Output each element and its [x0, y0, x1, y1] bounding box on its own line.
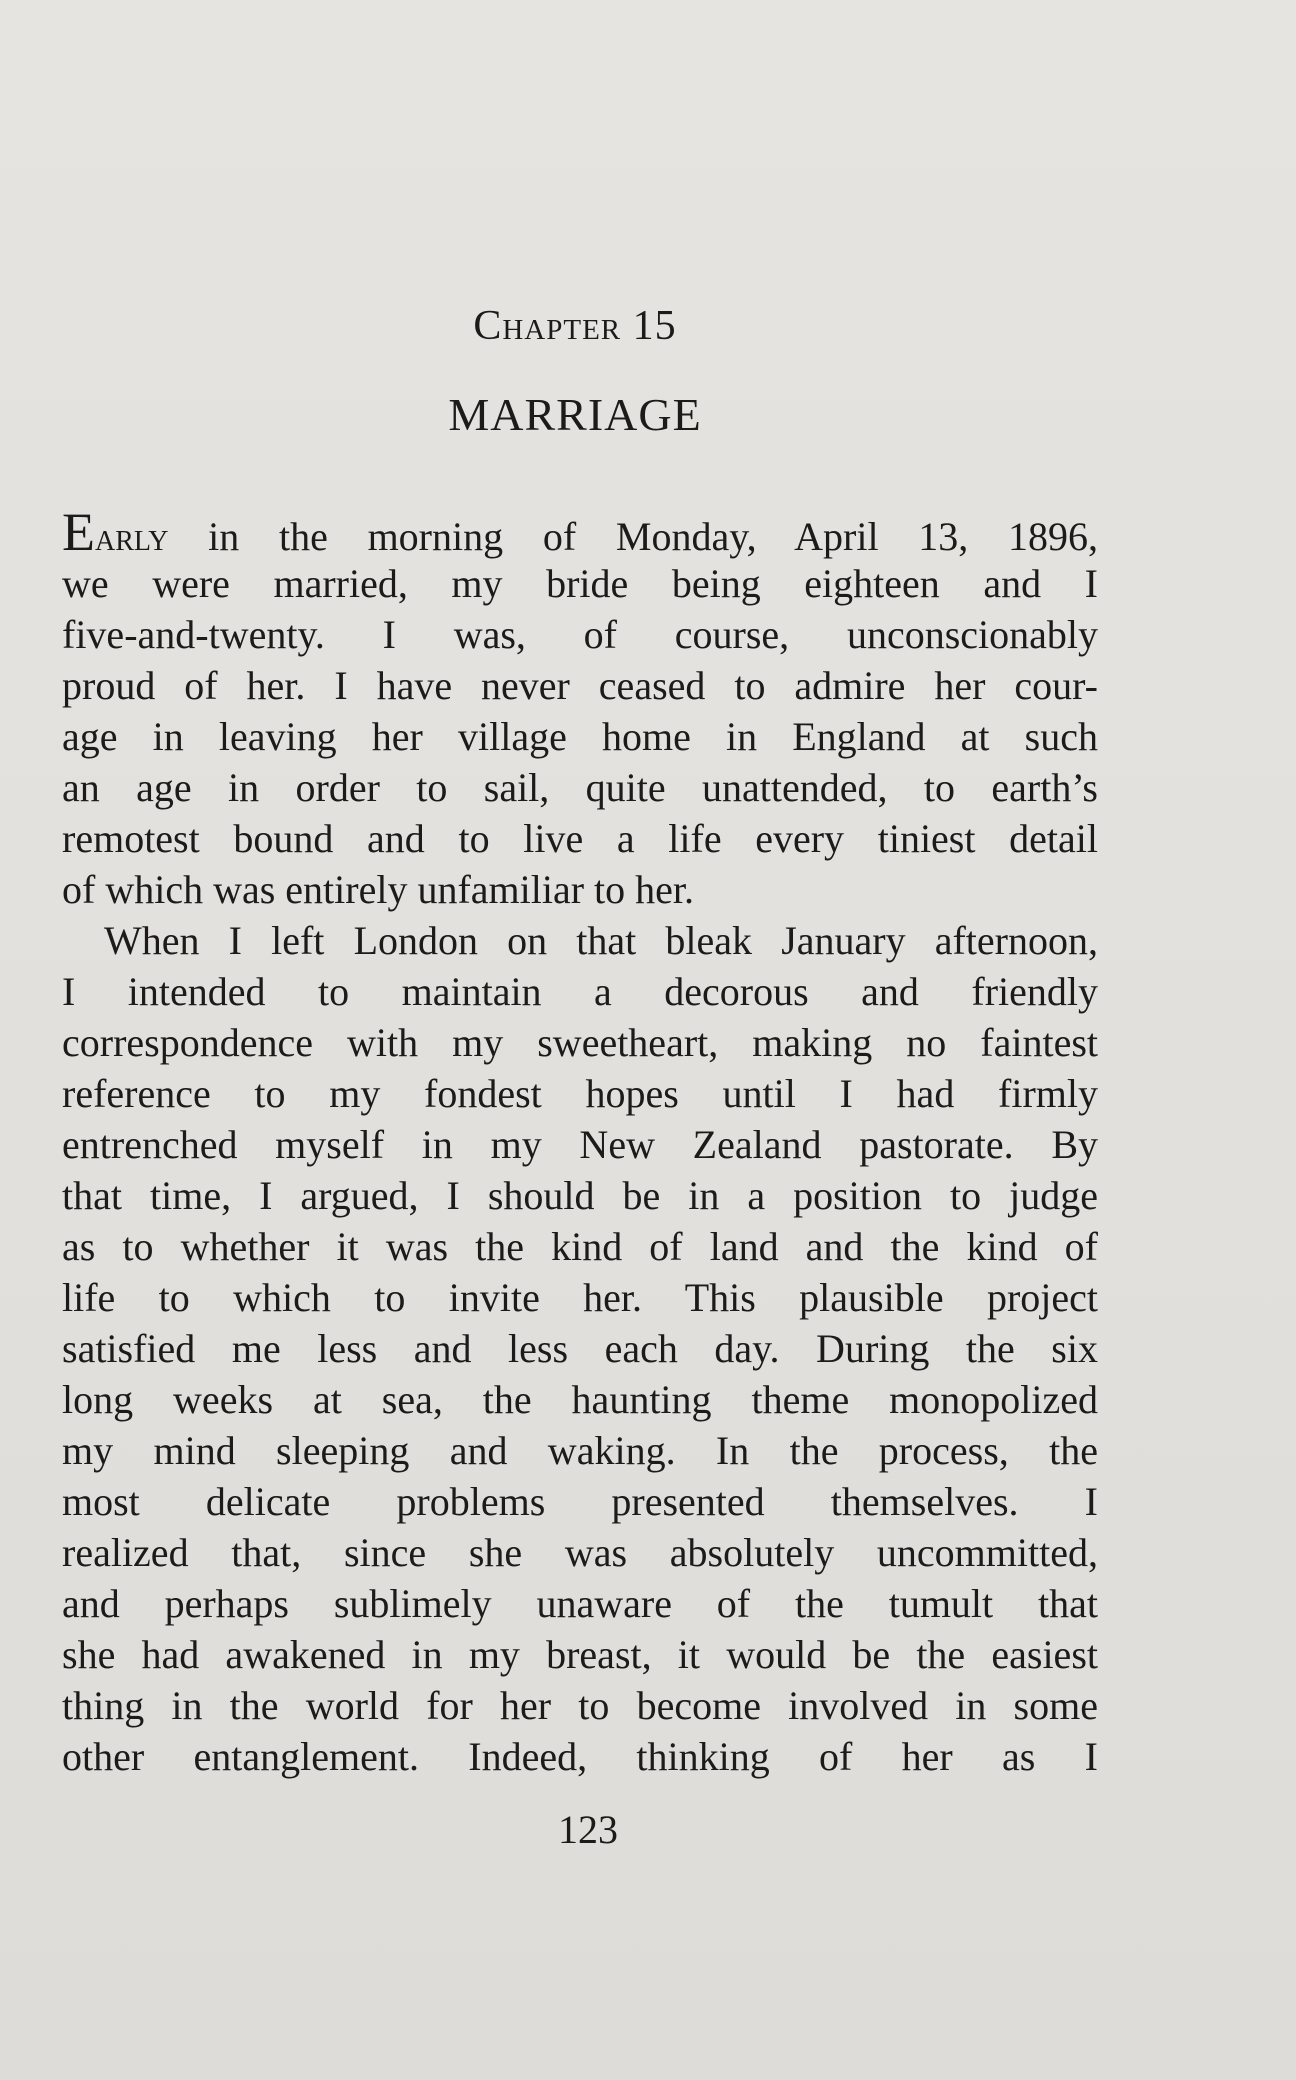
body-text	[62, 502, 1098, 1782]
chapter-title: MARRIAGE	[448, 389, 702, 440]
text-line: as to whether it was the kind of land and the kind of	[62, 1224, 1098, 1269]
page-number: 123	[558, 1807, 618, 1852]
text-line: most delicate problems presented themselves. I	[62, 1479, 1098, 1524]
text-line: she had awakened in my breast, it would be the easiest	[62, 1632, 1098, 1677]
small-caps-lead: arly	[95, 514, 169, 559]
text-line: life to which to invite her. This plausible project	[62, 1275, 1098, 1320]
text-line: thing in the world for her to become involved in some	[62, 1683, 1098, 1728]
text-line: and perhaps sublimely unaware of the tumult that	[62, 1581, 1098, 1626]
opening-rest: in the morning of Monday, April 13, 1896,	[168, 514, 1098, 559]
text-line: long weeks at sea, the haunting theme monopolized	[62, 1377, 1098, 1422]
text-line: age in leaving her village home in England at such	[62, 714, 1098, 759]
text-line: of which was entirely unfamiliar to her.	[62, 867, 695, 912]
text-line: we were married, my bride being eighteen and I	[62, 561, 1098, 606]
chapter-label: Chapter 15	[473, 303, 677, 349]
text-line: an age in order to sail, quite unattended, to earth’s	[62, 765, 1098, 810]
drop-initial: E	[62, 502, 95, 562]
text-line: correspondence with my sweetheart, making no faintest	[62, 1020, 1098, 1065]
text-line: other entanglement. Indeed, thinking of her as I	[62, 1734, 1098, 1779]
text-line: satisfied me less and less each day. During the six	[62, 1326, 1098, 1371]
text-line: entrenched myself in my New Zealand pastorate. By	[62, 1122, 1098, 1167]
text-line: When I left London on that bleak January afternoon,	[104, 918, 1098, 963]
text-line: remotest bound and to live a life every tiniest detail	[62, 816, 1098, 861]
text-line-1	[62, 502, 1098, 562]
text-line: my mind sleeping and waking. In the process, the	[62, 1428, 1098, 1473]
text-line: that time, I argued, I should be in a position to judge	[62, 1173, 1098, 1218]
text-line: I intended to maintain a decorous and friendly	[62, 969, 1098, 1014]
text-line: five-and-twenty. I was, of course, unconscionably	[62, 612, 1098, 657]
text-line: realized that, since she was absolutely uncommitted,	[62, 1530, 1098, 1575]
text-line: proud of her. I have never ceased to admire her cour-	[62, 663, 1098, 708]
text-line: reference to my fondest hopes until I had firmly	[62, 1071, 1098, 1116]
